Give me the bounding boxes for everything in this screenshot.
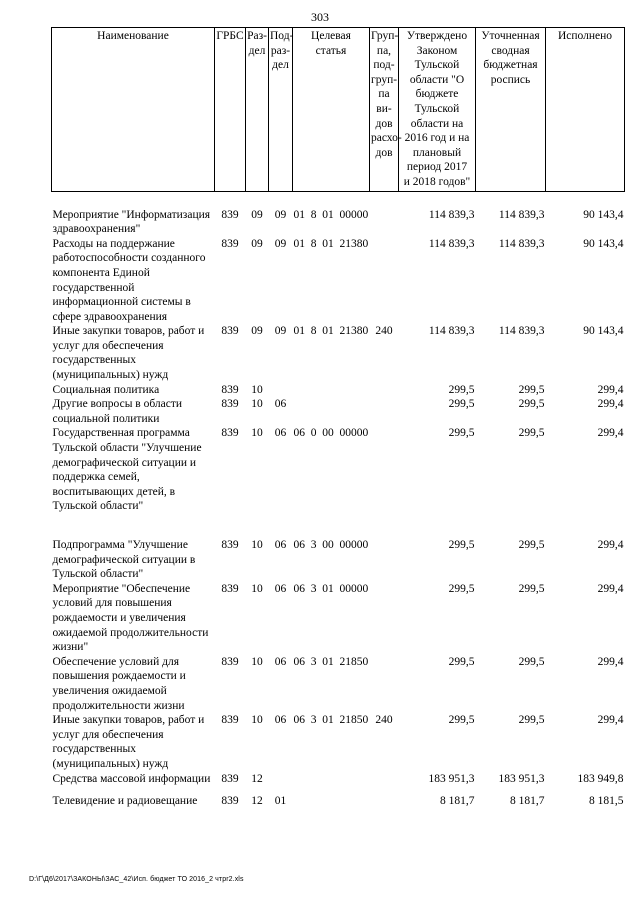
row-grbs: 839	[221, 325, 239, 338]
row-podrazdel: 06	[274, 398, 287, 411]
row-executed: 8 181,5	[589, 795, 624, 808]
row-approved: 114 839,3	[428, 208, 475, 221]
row-razdel: 10	[251, 383, 263, 396]
header-grbs: ГРБС	[215, 28, 246, 192]
row-group	[370, 397, 399, 426]
row-executed: 299,4	[597, 427, 624, 440]
row-refined: 114 839,3	[498, 208, 545, 221]
row-name: Иные закупки товаров, работ и услуг для обеспечения государственных (муниципальных) нужд	[52, 714, 205, 770]
row-group: 240	[375, 325, 393, 338]
row-approved: 299,5	[448, 714, 475, 727]
row-name: Другие вопросы в области социальной политики	[52, 398, 183, 425]
row-target: 06 0 00 00000	[293, 427, 369, 440]
table-row	[52, 191, 625, 237]
row-group	[370, 655, 399, 713]
row-executed: 299,4	[597, 383, 624, 396]
row-podrazdel: 06	[274, 539, 287, 551]
row-executed: 299,4	[597, 582, 624, 595]
row-target	[293, 772, 370, 787]
row-name: Государственная программа Тульской области "Улучшение демографической ситуации и поддержка семей, воспитывающих детей, в Тульской области"	[52, 427, 202, 513]
header-row	[52, 28, 625, 192]
row-refined: 299,5	[518, 398, 545, 411]
table-row	[52, 772, 625, 787]
budget-table	[51, 27, 625, 809]
row-name: Расходы на поддержание работоспособности созданного компонента Единой государственной информационной системы в сфере здравоохранения	[52, 237, 206, 323]
row-group	[370, 794, 399, 809]
row-grbs: 839	[221, 539, 239, 551]
table-row	[52, 713, 625, 771]
row-podrazdel: 06	[274, 427, 287, 440]
table-row	[52, 237, 625, 325]
row-podrazdel: 06	[274, 714, 287, 727]
row-grbs: 839	[221, 772, 239, 785]
row-approved: 114 839,3	[428, 325, 475, 338]
row-refined: 299,5	[518, 539, 545, 551]
table-row	[52, 582, 625, 655]
row-razdel: 10	[251, 655, 263, 668]
row-executed: 90 143,4	[583, 325, 624, 338]
row-razdel: 10	[251, 714, 263, 727]
row-target	[293, 383, 370, 398]
row-razdel: 12	[251, 772, 263, 785]
row-grbs: 839	[221, 383, 239, 396]
spacer-row	[52, 514, 625, 538]
row-group	[370, 772, 399, 787]
row-target: 06 3 00 00000	[293, 539, 369, 551]
row-podrazdel: 09	[274, 325, 287, 338]
row-name: Телевидение и радиовещание	[52, 795, 198, 808]
row-name: Социальная политика	[52, 383, 160, 396]
row-target	[293, 794, 370, 809]
row-name: Иные закупки товаров, работ и услуг для обеспечения государственных (муниципальных) нужд	[52, 325, 205, 382]
row-grbs: 839	[221, 208, 239, 221]
row-podrazdel: 01	[274, 795, 287, 808]
blank-gap	[52, 514, 625, 538]
row-executed: 90 143,4	[583, 237, 624, 250]
row-refined: 299,5	[518, 582, 545, 595]
row-podrazdel	[269, 383, 293, 398]
table-row	[52, 794, 625, 809]
table-row	[52, 397, 625, 426]
row-refined: 183 951,3	[498, 772, 545, 785]
row-approved: 299,5	[448, 655, 475, 668]
row-target: 01 8 01 00000	[293, 208, 369, 221]
row-grbs: 839	[221, 427, 239, 440]
row-refined: 299,5	[518, 714, 545, 727]
row-group	[370, 383, 399, 398]
row-group	[370, 538, 399, 582]
row-grbs: 839	[221, 795, 239, 808]
row-approved: 8 181,7	[440, 795, 475, 808]
row-grbs: 839	[221, 714, 239, 727]
header-approved: Утверждено Законом Тульской области "О бюджете Тульской области на 2016 год и на плановый период 2017 и 2018 годов"	[399, 28, 476, 192]
row-razdel: 09	[251, 325, 263, 338]
row-target	[293, 397, 370, 426]
row-podrazdel: 06	[274, 582, 287, 595]
row-executed: 299,4	[597, 539, 624, 551]
row-podrazdel: 09	[274, 208, 287, 221]
row-executed: 299,4	[597, 655, 624, 668]
row-grbs: 839	[221, 237, 239, 250]
row-target: 06 3 01 21850	[293, 714, 369, 727]
row-name: Обеспечение условий для повышения рождаемости и увеличения ожидаемой продолжительности жизни	[52, 655, 186, 712]
row-group: 240	[375, 714, 393, 727]
row-refined: 299,5	[518, 427, 545, 440]
blank-gap	[52, 786, 625, 794]
row-group	[370, 582, 399, 655]
row-name: Подпрограмма "Улучшение демографической ситуации в Тульской области"	[52, 539, 196, 581]
row-target: 06 3 01 00000	[293, 582, 369, 595]
row-approved: 299,5	[448, 582, 475, 595]
row-name: Мероприятие "Информатизация здравоохранения"	[52, 208, 211, 236]
header-executed: Исполнено	[546, 28, 625, 192]
row-approved: 299,5	[448, 398, 475, 411]
row-approved: 114 839,3	[428, 237, 475, 250]
row-group	[370, 237, 399, 325]
row-target: 01 8 01 21380	[293, 325, 369, 338]
row-executed: 299,4	[597, 714, 624, 727]
row-razdel: 09	[251, 208, 263, 221]
header-name: Наименование	[52, 28, 215, 192]
row-podrazdel: 06	[274, 655, 287, 668]
row-razdel: 09	[251, 237, 263, 250]
row-name: Средства массовой информации	[52, 772, 211, 785]
header-podrazdel: Под- раз- дел	[269, 28, 293, 192]
header-group: Груп- па, под- груп- па ви- дов расхо- дов	[370, 28, 399, 192]
row-razdel: 12	[251, 795, 263, 808]
row-grbs: 839	[221, 582, 239, 595]
row-name: Мероприятие "Обеспечение условий для повышения рождаемости и увеличения ожидаемой продолжительности жизни"	[52, 582, 209, 654]
row-refined: 114 839,3	[498, 325, 545, 338]
row-grbs: 839	[221, 655, 239, 668]
row-approved: 299,5	[448, 539, 475, 551]
row-target: 06 3 01 21850	[293, 655, 369, 668]
row-approved: 299,5	[448, 427, 475, 440]
row-executed: 183 949,8	[577, 772, 624, 785]
row-approved: 299,5	[448, 383, 475, 396]
row-razdel: 10	[251, 539, 263, 551]
spacer-row	[52, 786, 625, 794]
header-target: Целевая статья	[293, 28, 370, 192]
table-row	[52, 324, 625, 382]
header-refined: Уточненная сводная бюджетная роспись	[476, 28, 546, 192]
table-row	[52, 426, 625, 514]
row-razdel: 10	[251, 398, 263, 411]
row-refined: 299,5	[518, 655, 545, 668]
row-podrazdel: 09	[274, 237, 287, 250]
row-razdel: 10	[251, 582, 263, 595]
row-podrazdel	[269, 772, 293, 787]
page-number: 303	[311, 10, 329, 24]
table-row	[52, 655, 625, 713]
row-group	[370, 191, 399, 237]
row-approved: 183 951,3	[428, 772, 475, 785]
header-razdel: Раз- дел	[246, 28, 269, 192]
row-grbs: 839	[221, 398, 239, 411]
row-refined: 8 181,7	[510, 795, 545, 808]
table-row	[52, 538, 625, 582]
row-group	[370, 426, 399, 514]
row-refined: 114 839,3	[498, 237, 545, 250]
row-target: 01 8 01 21380	[293, 237, 369, 250]
file-path-footer: D:\Г\Д6\2017\ЗАКОНЫ\ЗАС_42\Исп. бюджет ТО 2016_2 чтpr2.xls	[29, 876, 244, 883]
row-refined: 299,5	[518, 383, 545, 396]
row-razdel: 10	[251, 427, 263, 440]
row-executed: 299,4	[597, 398, 624, 411]
row-executed: 90 143,4	[583, 208, 624, 221]
table-row	[52, 383, 625, 398]
